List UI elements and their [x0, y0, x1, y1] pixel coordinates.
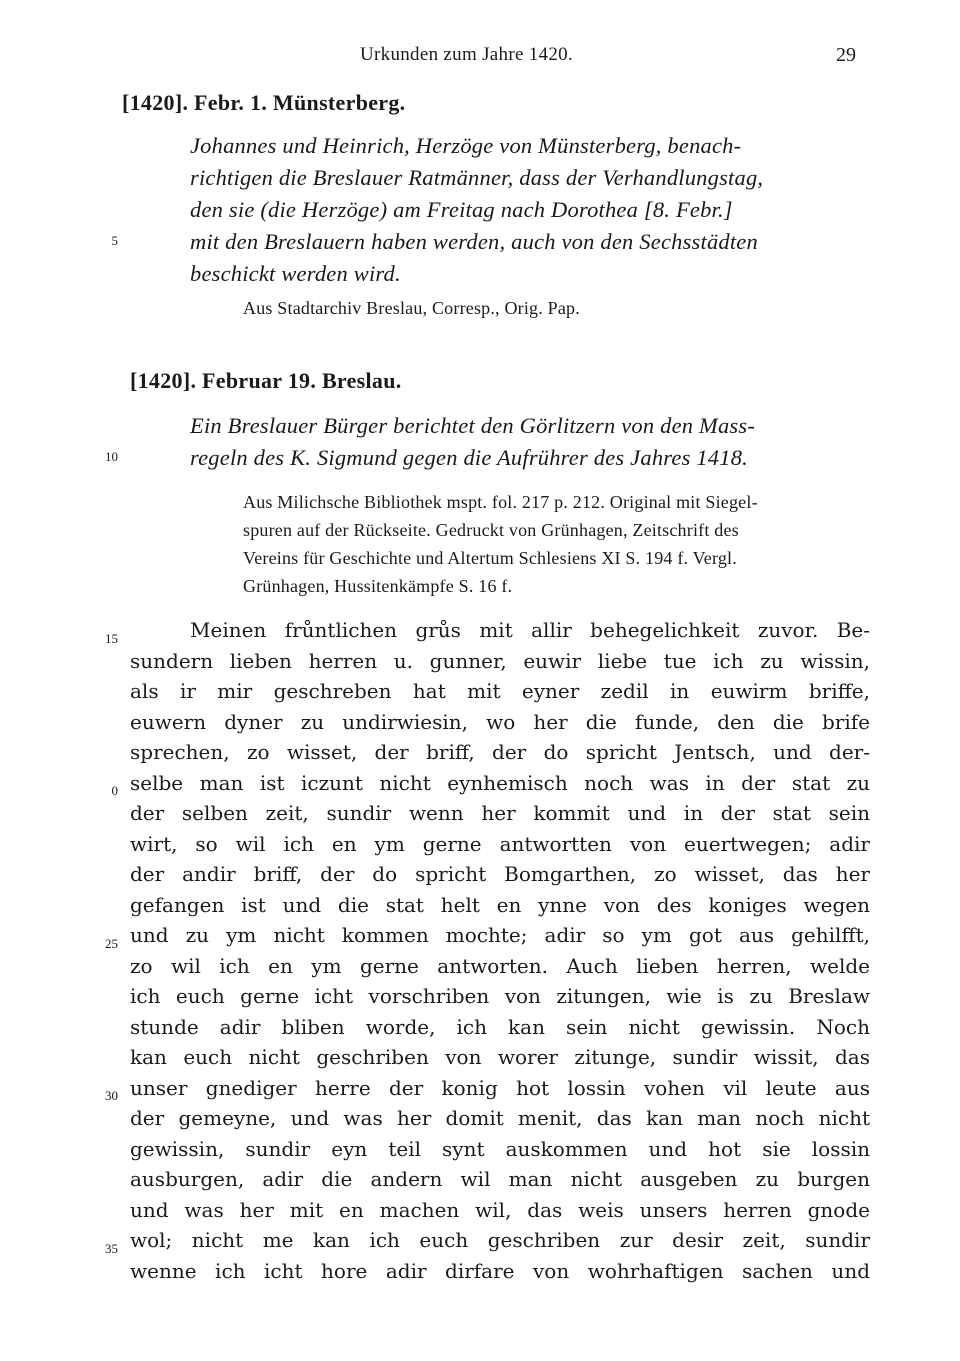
line-number: 35 [105, 1241, 118, 1256]
regest-summary [190, 413, 870, 477]
line-number: 0 [111, 783, 118, 798]
page-number: 29 [836, 44, 856, 66]
regest-line: richtigen die Breslauer Ratmänner, dass der Verhandlungstag, [190, 165, 764, 190]
running-head: Urkunden zum Jahre 1420. [360, 44, 573, 65]
regest-line: den sie (die Herzöge) am Freitag nach Dorothea [8. Febr.] [190, 197, 733, 222]
regest-line: regeln des K. Sigmund gegen die Aufrührer des Jahres 1418. [190, 445, 748, 470]
source-line: Aus Milichsche Bibliothek mspt. fol. 217 p. 212. Original mit Siegel- [243, 492, 758, 512]
body-line: stunde adir bliben worde, ich kan sein nicht gewissin. Noch [130, 1014, 870, 1039]
document-heading: [1420]. Februar 19. Breslau. [130, 368, 402, 393]
body-line: Meinen frůntlichen grůs mit allir behegelichkeit zuvor. Be- [190, 618, 870, 642]
regest-line: Johannes und Heinrich, Herzöge von Münsterberg, benach- [190, 133, 742, 158]
body-line: euwern dyner zu undirwiesin, wo her die funde, den die brife [130, 709, 870, 734]
body-line: gefangen ist und die stat helt en ynne von des koniges wegen [130, 892, 870, 917]
body-line: wenne ich icht hore adir dirfare von wohrhaftigen sachen und [130, 1258, 870, 1283]
source-line: Grünhagen, Hussitenkämpfe S. 16 f. [243, 576, 513, 596]
body-line: ich euch gerne icht vorschriben von zitungen, wie is zu Breslaw [130, 984, 870, 1008]
body-line: wirt, so wil ich en ym gerne antwortten von euertwegen; adir [130, 831, 870, 856]
body-line: unser gnediger herre der konig hot lossin vohen vil leute aus [130, 1075, 870, 1100]
regest-summary [190, 133, 870, 293]
body-line: und was her mit en machen wil, das weis unsers herren gnode [130, 1197, 870, 1222]
source-line: Aus Stadtarchiv Breslau, Corresp., Orig. Pap. [243, 298, 580, 318]
body-line: zo wil ich en ym gerne antworten. Auch lieben herren, welde [130, 953, 870, 978]
body-line: ausburgen, adir die andern wil man nicht ausgeben zu burgen [130, 1167, 870, 1191]
body-line: sprechen, zo wisset, der briff, der do spricht Jentsch, und der- [130, 740, 870, 764]
margin-line-numbers [0, 0, 130, 1361]
line-number: 30 [105, 1088, 118, 1103]
source-line: Vereins für Geschichte und Altertum Schlesiens XI S. 194 f. Vergl. [243, 548, 737, 568]
body-line: sundern lieben herren u. gunner, euwir liebe tue ich zu wissin, [130, 648, 870, 673]
body-line: selbe man ist iczunt nicht eynhemisch noch was in der stat zu [130, 770, 870, 795]
body-line: der gemeyne, und was her domit menit, das kan man noch nicht [130, 1106, 870, 1130]
body-line: als ir mir geschreben hat mit eyner zedil in euwirm briffe, [130, 679, 870, 703]
body-line: wol; nicht me kan ich euch geschriben zur desir zeit, sundir [130, 1228, 870, 1252]
line-number: 15 [105, 631, 118, 646]
line-number: 10 [105, 449, 118, 464]
regest-line: mit den Breslauern haben werden, auch von den Sechsstädten [190, 229, 758, 254]
body-line: gewissin, sundir eyn teil synt auskommen und hot sie lossin [130, 1136, 870, 1161]
line-number: 25 [105, 936, 118, 951]
regest-line: Ein Breslauer Bürger berichtet den Görlitzern von den Mass- [190, 413, 756, 438]
body-line: und zu ym nicht kommen mochte; adir so ym got aus gehilfft, [130, 923, 870, 947]
source-line: spuren auf der Rückseite. Gedruckt von Grünhagen, Zeitschrift des [243, 520, 739, 540]
regest-line: beschickt werden wird. [190, 261, 401, 286]
body-line: der selben zeit, sundir wenn her kommit und in der stat sein [130, 801, 870, 825]
document-heading: [1420]. Febr. 1. Münsterberg. [122, 90, 406, 115]
body-line: kan euch nicht geschriben von worer zitunge, sundir wissit, das [130, 1045, 870, 1069]
line-number: 5 [111, 233, 118, 248]
letter-body [130, 618, 870, 1289]
source-note [243, 298, 873, 326]
body-line: der andir briff, der do spricht Bomgarthen, zo wisset, das her [130, 862, 870, 886]
source-note [243, 492, 873, 604]
